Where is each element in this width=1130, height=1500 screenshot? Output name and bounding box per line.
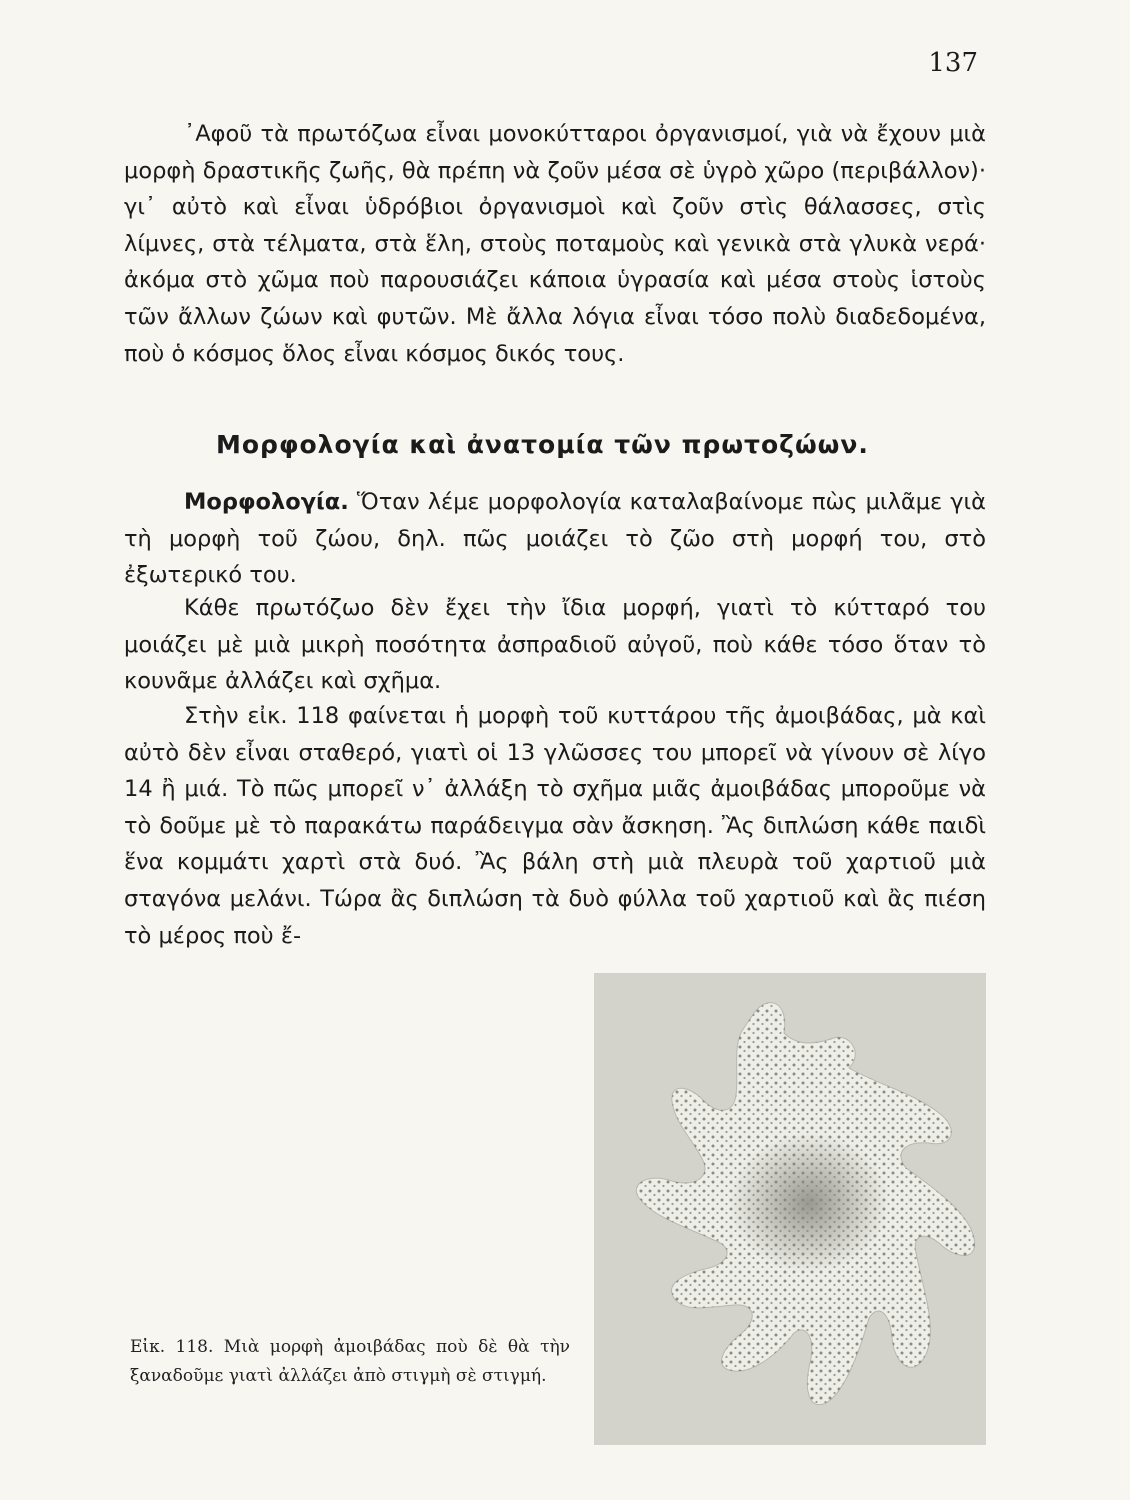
run-in-label: Μορφολογία. [184,489,349,515]
figure-caption: Εἰκ. 118. Μιὰ μορφὴ ἀμοιβάδας ποὺ δὲ θὰ τὴν ξαναδοῦμε γιατὶ ἀλλάζει ἀπὸ στιγμὴ σὲ στιγμή. [130,1337,570,1386]
amoeba-body [636,1003,974,1405]
paragraph-shape: Κάθε πρωτόζωο δὲν ἔχει τὴν ἴδια μορφή, γιατὶ τὸ κύτταρό του μοιάζει μὲ μιὰ μικρὴ ποσότητα ἀσπραδιοῦ αὐγοῦ, ποὺ κάθε τόσο ὅταν τὸ κουνᾶμε ἀλλάζει καὶ σχῆμα. [124,595,986,695]
section-heading: Μορφολογία καὶ ἀνατομία τῶν πρωτοζώων. [216,430,869,459]
paragraph-morphology-text: Ὅταν λέμε μορφολογία καταλαβαίνομε πὼς μιλᾶμε γιὰ τὴ μορφὴ τοῦ ζώου, δηλ. πῶς μοιάζει τὸ ζῶο στὴ μορφή του, στὸ ἐξωτερικό του. [124,489,986,589]
paragraph-amoeba: Στὴν εἰκ. 118 φαίνεται ἡ μορφὴ τοῦ κυττάρου τῆς ἀμοιβάδας, μὰ καὶ αὐτὸ δὲν εἶναι σταθερό, γιατὶ οἱ 13 γλῶσσες του μπορεῖ νὰ γίνουν σὲ λίγο 14 ἢ μιά. Τὸ πῶς μπορεῖ ν᾿ ἀλλάξη τὸ σχῆμα μιᾶς ἀμοιβάδας μποροῦμε νὰ τὸ δοῦμε μὲ τὸ παρακάτω παράδειγμα σὰν ἄσκηση. Ἂς διπλώση κάθε παιδὶ ἕνα κομμάτι χαρτὶ στὰ δυό. Ἂς βάλη στὴ μιὰ πλευρὰ τοῦ χαρτιοῦ μιὰ σταγόνα μελάνι. Τώρα ἂς διπλώση τὰ δυὸ φύλλα τοῦ χαρτιοῦ καὶ ἂς πιέση τὸ μέρος ποὺ ἔ- [124,703,986,949]
paragraph-habitat: ᾿Αφοῦ τὰ πρωτόζωα εἶναι μονοκύτταροι ὀργανισμοί, γιὰ νὰ ἔχουν μιὰ μορφὴ δραστικῆς ζωῆς, θὰ πρέπη νὰ ζοῦν μέσα σὲ ὑγρὸ χῶρο (περιβάλλον)· γι᾿ αὐτὸ καὶ εἶναι ὑδρόβιοι ὀργανισμοὶ καὶ ζοῦν στὶς θάλασσες, στὶς λίμνες, στὰ τέλματα, στὰ ἕλη, στοὺς ποταμοὺς καὶ γενικὰ στὰ γλυκὰ νερά· ἀκόμα στὸ χῶμα ποὺ παρουσιάζει κάποια ὑγρασία καὶ μέσα στοὺς ἱστοὺς τῶν ἄλλων ζώων καὶ φυτῶν. Μὲ ἄλλα λόγια εἶναι τόσο πολὺ διαδεδομένα, ποὺ ὁ κόσμος ὅλος εἶναι κόσμος δικός τους. [124,121,986,367]
page-number: 137 [928,48,978,78]
paragraph-morphology [124,484,986,594]
figure-amoeba [594,973,986,1445]
amoeba-photo-icon [594,973,986,1445]
